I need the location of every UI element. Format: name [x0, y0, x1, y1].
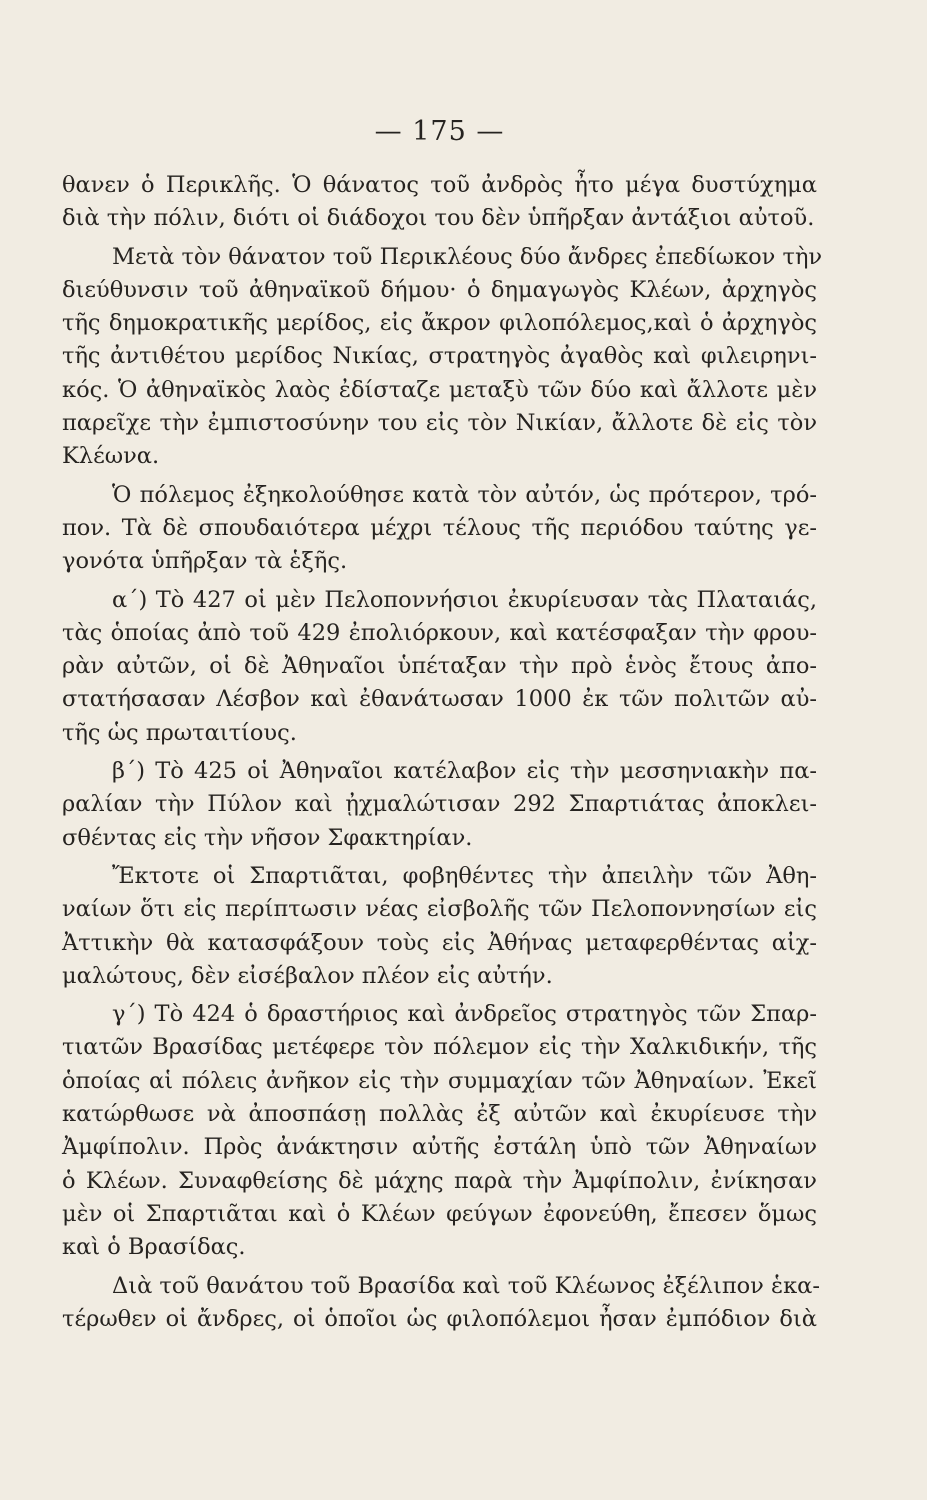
paragraph [62, 860, 817, 993]
text-line: ὁποίας αἱ πόλεις ἀνῆκον εἰς τὴν συμμαχίαν τῶν Ἀθηναίων. Ἐκεῖ [62, 1067, 817, 1094]
text-line: στατήσασαν Λέσβον καὶ ἐθανάτωσαν 1000 ἐκ τῶν πολιτῶν αὐ- [62, 686, 817, 713]
body-text [62, 169, 823, 1336]
text-line: σθέντας εἰς τὴν νῆσον Σφακτηρίαν. [62, 824, 473, 851]
paragraph [62, 584, 817, 750]
text-line: τῆς ὡς πρωταιτίους. [62, 719, 297, 746]
text-line: Ἔκτοτε οἱ Σπαρτιᾶται, φοβηθέντες τὴν ἀπειλὴν τῶν Ἀθη- [112, 862, 817, 889]
text-line: τὰς ὁποίας ἀπὸ τοῦ 429 ἐπολιόρκουν, καὶ κατέσφαξαν τὴν φρου- [62, 619, 817, 646]
text-line: μαλώτους, δὲν εἰσέβαλον πλέον εἰς αὐτήν. [62, 962, 553, 989]
text-line: διεύθυνσιν τοῦ ἀθηναϊκοῦ δήμου· ὁ δημαγωγὸς Κλέων, ἀρχηγὸς [62, 276, 817, 303]
text-line: κατώρθωσε νὰ ἀποσπάσῃ πολλὰς ἐξ αὐτῶν καὶ ἐκυρίευσε τὴν [62, 1101, 817, 1128]
text-line: γονότα ὑπῆρξαν τὰ ἑξῆς. [62, 548, 348, 575]
paragraph [62, 755, 817, 855]
text-line: Διὰ τοῦ θανάτου τοῦ Βρασίδα καὶ τοῦ Κλέωνος ἐξέλιπον ἑκα- [112, 1272, 820, 1299]
text-line: μὲν οἱ Σπαρτιᾶται καὶ ὁ Κλέων φεύγων ἐφονεύθη, ἔπεσεν ὅμως [62, 1200, 817, 1227]
paragraph [62, 241, 823, 474]
text-line: Μετὰ τὸν θάνατον τοῦ Περικλέους δύο ἄνδρες ἐπεδίωκον τὴν [112, 243, 823, 270]
text-line: θανεν ὁ Περικλῆς. Ὁ θάνατος τοῦ ἀνδρὸς ἦτο μέγα δυστύχημα [62, 172, 817, 198]
text-line: κός. Ὁ ἀθηναϊκὸς λαὸς ἐδίσταζε μεταξὺ τῶν δύο καὶ ἄλλοτε μὲν [62, 376, 817, 403]
text-line: ραλίαν τὴν Πύλον καὶ ᾐχμαλώτισαν 292 Σπαρτιάτας ἀποκλει- [62, 791, 817, 818]
paragraph [62, 479, 817, 579]
paragraph [62, 998, 817, 1264]
text-line: τῆς δημοκρατικῆς μερίδος, εἰς ἄκρον φιλοπόλεμος,καὶ ὁ ἀρχηγὸς [62, 310, 817, 337]
page-number: — 175 — [374, 116, 505, 147]
text-line: Κλέωνα. [62, 443, 160, 470]
text-line: ναίων ὅτι εἰς περίπτωσιν νέας εἰσβολῆς τῶν Πελοποννησίων εἰς [62, 896, 817, 923]
paragraph [62, 169, 817, 236]
text-line: τῆς ἀντιθέτου μερίδος Νικίας, στρατηγὸς ἀγαθὸς καὶ φιλειρηνι- [62, 343, 817, 370]
text-line: διὰ τὴν πόλιν, διότι οἱ διάδοχοι του δὲν ὑπῆρξαν ἀντάξιοι αὐτοῦ. [62, 205, 815, 232]
text-line: πον. Τὰ δὲ σπουδαιότερα μέχρι τέλους τῆς περιόδου ταύτης γε- [62, 514, 817, 541]
text-line: α΄) Τὸ 427 οἱ μὲν Πελοποννήσιοι ἐκυρίευσαν τὰς Πλαταιάς, [112, 586, 817, 613]
text-line: ὁ Κλέων. Συναφθείσης δὲ μάχης παρὰ τὴν Ἀμφίπολιν, ἐνίκησαν [62, 1167, 817, 1194]
text-line: τέρωθεν οἱ ἄνδρες, οἱ ὁποῖοι ὡς φιλοπόλεμοι ἦσαν ἐμπόδιον διὰ [62, 1305, 817, 1332]
text-line: παρεῖχε τὴν ἐμπιστοσύνην του εἰς τὸν Νικίαν, ἄλλοτε δὲ εἰς τὸν [62, 410, 817, 437]
text-line: γ΄) Τὸ 424 ὁ δραστήριος καὶ ἀνδρεῖος στρατηγὸς τῶν Σπαρ- [112, 1001, 817, 1028]
text-line: Ἀμφίπολιν. Πρὸς ἀνάκτησιν αὐτῆς ἐστάλη ὑπὸ τῶν Ἀθηναίων [62, 1134, 817, 1161]
text-line: Ὁ πόλεμος ἐξηκολούθησε κατὰ τὸν αὐτόν, ὡς πρότερον, τρό- [112, 481, 817, 508]
paragraph [62, 1270, 820, 1337]
text-line: β΄) Τὸ 425 οἱ Ἀθηναῖοι κατέλαβον εἰς τὴν μεσσηνιακὴν πα- [112, 758, 817, 785]
text-line: Ἀττικὴν θὰ κατασφάξουν τοὺς εἰς Ἀθήνας μεταφερθέντας αἰχ- [62, 929, 817, 956]
text-line: ρὰν αὐτῶν, οἱ δὲ Ἀθηναῖοι ὑπέταξαν τὴν πρὸ ἑνὸς ἔτους ἀπο- [62, 653, 817, 680]
text-line: καὶ ὁ Βρασίδας. [62, 1234, 246, 1261]
text-line: τιατῶν Βρασίδας μετέφερε τὸν πόλεμον εἰς τὴν Χαλκιδικήν, τῆς [62, 1034, 817, 1061]
